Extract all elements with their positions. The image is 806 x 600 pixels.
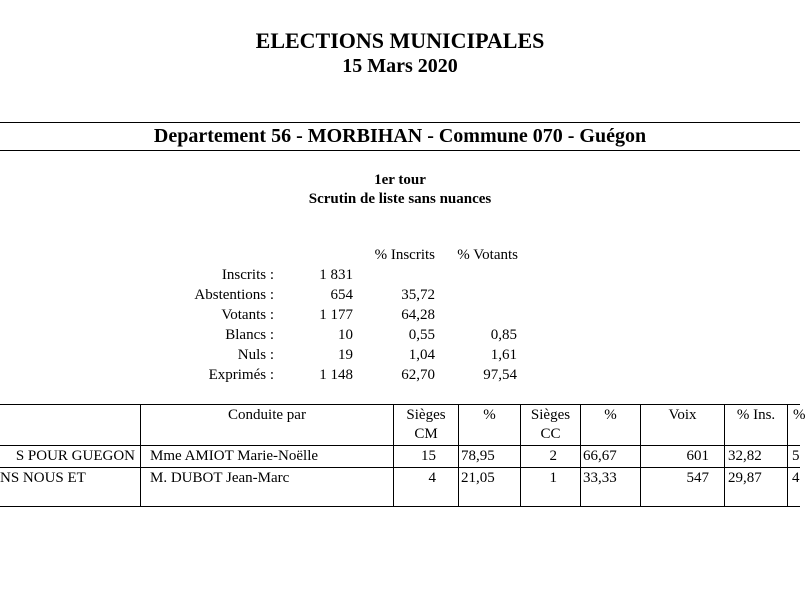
scrutin-label: Scrutin de liste sans nuances <box>308 191 492 207</box>
table-rule-top <box>0 404 800 405</box>
stats-value: 19 <box>338 347 353 363</box>
departement-top-rule <box>0 122 800 123</box>
cell-pct-cm: 78,95 <box>461 448 495 464</box>
table-rule-bottom <box>0 506 800 507</box>
cell-conduite: M. DUBOT Jean-Marc <box>150 470 290 486</box>
stats-pct-inscrits: 35,72 <box>401 287 435 303</box>
cell-conduite: Mme AMIOT Marie-Noëlle <box>150 448 319 464</box>
stats-label: Votants : <box>221 307 274 323</box>
departement-heading: Departement 56 - MORBIHAN - Commune 070 - Guégon <box>153 125 647 147</box>
cell-liste: S POUR GUEGON <box>15 448 135 464</box>
table-rule-row <box>0 467 800 468</box>
stats-value: 1 177 <box>319 307 353 323</box>
cell-sieges-cc: 2 <box>549 448 557 464</box>
stats-label: Blancs : <box>225 327 274 343</box>
cell-pct-ins: 29,87 <box>728 470 762 486</box>
table-rule-header <box>0 445 800 446</box>
election-date: 15 Mars 2020 <box>342 55 458 77</box>
header-sieges-cc-sub: CC <box>540 426 561 442</box>
stats-pct-votants: 0,85 <box>490 327 517 343</box>
stats-label: Nuls : <box>237 347 274 363</box>
cell-pct-cc: 33,33 <box>583 470 617 486</box>
cell-voix: 601 <box>686 448 709 464</box>
stats-label: Inscrits : <box>221 267 274 283</box>
stats-value: 1 148 <box>319 367 353 383</box>
stats-pct-inscrits: 0,55 <box>408 327 435 343</box>
header-sieges-cc: Sièges <box>530 407 571 423</box>
stats-label: Abstentions : <box>194 287 274 303</box>
stats-value: 10 <box>338 327 353 343</box>
stats-pct-votants: 1,61 <box>490 347 517 363</box>
header-pct-exp: % <box>793 407 806 423</box>
cell-sieges-cm: 4 <box>428 470 436 486</box>
header-conduite: Conduite par <box>228 407 306 423</box>
header-sieges-cm-sub: CM <box>414 426 438 442</box>
cell-sieges-cm: 15 <box>421 448 436 464</box>
stats-value: 654 <box>330 287 353 303</box>
cell-voix: 547 <box>686 470 709 486</box>
header-pct-cc: % <box>604 407 617 423</box>
stats-header-pct-inscrits: % Inscrits <box>374 247 435 263</box>
cell-pct-cm: 21,05 <box>461 470 495 486</box>
cell-pct-cc: 66,67 <box>583 448 617 464</box>
tour-label: 1er tour <box>374 172 426 188</box>
cell-liste: NS NOUS ET <box>0 470 86 486</box>
stats-value: 1 831 <box>319 267 353 283</box>
stats-label: Exprimés : <box>208 367 274 383</box>
header-pct-cm: % <box>483 407 496 423</box>
header-voix: Voix <box>668 407 697 423</box>
table-col-rule <box>787 404 788 506</box>
stats-pct-inscrits: 1,04 <box>408 347 435 363</box>
stats-pct-inscrits: 64,28 <box>401 307 435 323</box>
header-pct-ins: % Ins. <box>736 407 776 423</box>
cell-pct-exp: 5 <box>792 448 800 464</box>
header-sieges-cm: Sièges <box>406 407 446 423</box>
cell-pct-exp: 4 <box>792 470 800 486</box>
stats-pct-inscrits: 62,70 <box>401 367 435 383</box>
cell-pct-ins: 32,82 <box>728 448 762 464</box>
page-title: ELECTIONS MUNICIPALES <box>255 28 545 53</box>
cell-sieges-cc: 1 <box>549 470 557 486</box>
departement-bottom-rule <box>0 150 800 151</box>
stats-header-pct-votants: % Votants <box>457 247 518 263</box>
stats-pct-votants: 97,54 <box>483 367 517 383</box>
